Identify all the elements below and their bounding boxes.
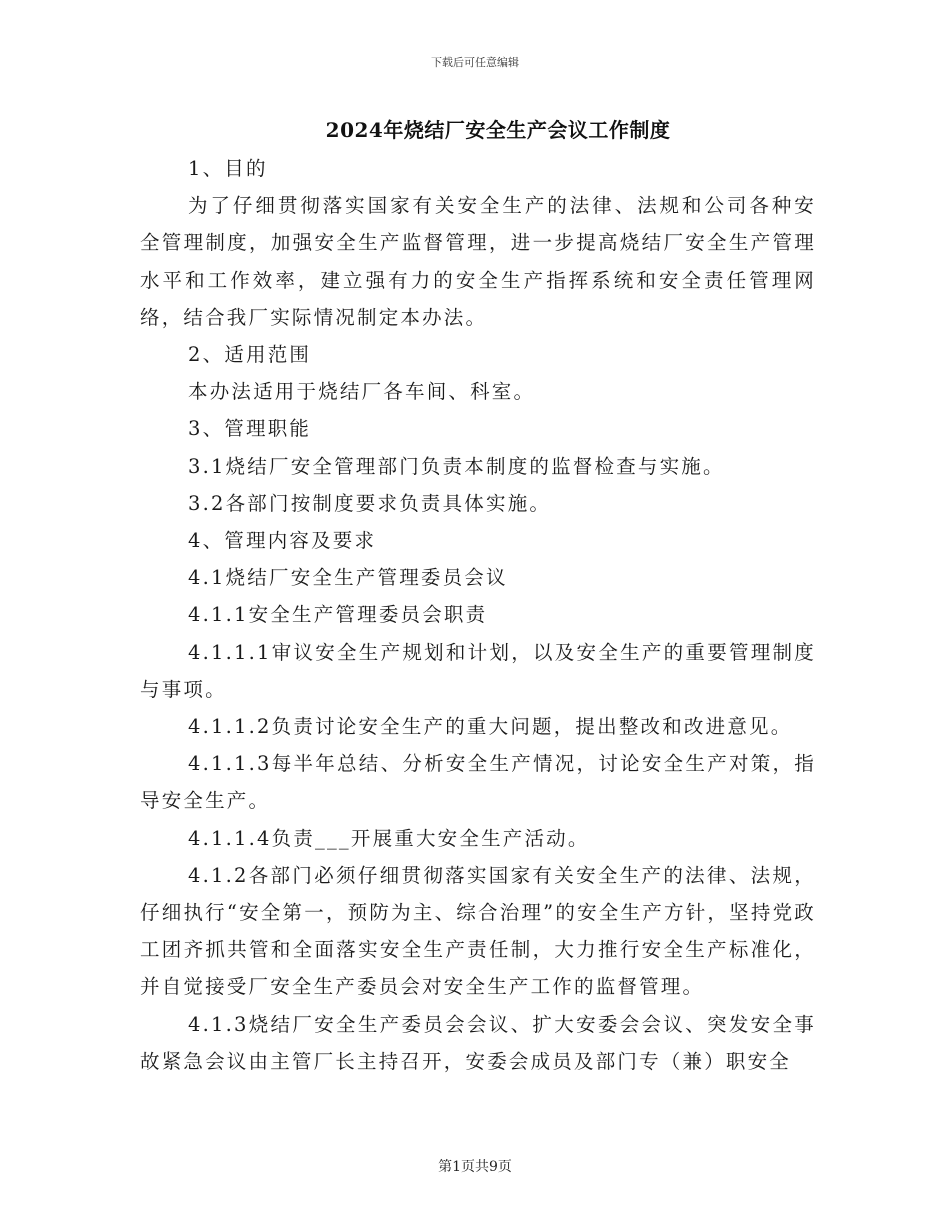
section-heading-scope: 2、适用范围: [188, 343, 312, 367]
paragraph-4-1-1-1: 4.1.1.1审议安全生产规划和计划，以及安全生产的重要管理制度与事项。: [140, 640, 816, 701]
document-body: [140, 150, 816, 1080]
header-note: 下载后可任意编辑: [431, 56, 519, 69]
section-heading-purpose: 1、目的: [188, 157, 268, 180]
page-number: 第1页共9页: [438, 1159, 512, 1175]
section-heading-content: 4、管理内容及要求: [188, 529, 377, 553]
paragraph-4-1: 4.1烧结厂安全生产管理委员会议: [188, 566, 508, 590]
paragraph-4-1-1: 4.1.1安全生产管理委员会职责: [188, 603, 488, 627]
document-title: 2024年烧结厂安全生产会议工作制度: [325, 118, 671, 142]
paragraph-purpose: 为了仔细贯彻落实国家有关安全生产的法律、法规和公司各种安全管理制度，加强安全生产监督管理，进一步提高烧结厂安全生产管理水平和工作效率，建立强有力的安全生产指挥系统和安全责任管理网络，结合我厂实际情况制定本办法。: [140, 194, 816, 329]
paragraph-4-1-3: 4.1.3烧结厂安全生产委员会会议、扩大安委会会议、突发安全事故紧急会议由主管厂长主持召开，安委会成员及部门专（兼）职安全: [140, 1012, 816, 1073]
paragraph-4-1-2: 4.1.2各部门必须仔细贯彻落实国家有关安全生产的法律、法规，仔细执行“安全第一，预防为主、综合治理”的安全生产方针，坚持党政工团齐抓共管和全面落实安全生产责任制，大力推行安全生产标准化，并自觉接受厂安全生产委员会对安全生产工作的监督管理。: [140, 863, 816, 999]
paragraph-3-2: 3.2各部门按制度要求负责具体实施。: [188, 491, 552, 515]
paragraph-3-1: 3.1烧结厂安全管理部门负责本制度的监督检查与实施。: [188, 454, 725, 478]
paragraph-4-1-1-2: 4.1.1.2负责讨论安全生产的重大问题，提出整改和改进意见。: [188, 715, 793, 739]
paragraph-4-1-1-4: 4.1.1.4负责___开展重大安全生产活动。: [188, 826, 590, 850]
section-heading-functions: 3、管理职能: [188, 417, 312, 441]
paragraph-4-1-1-3: 4.1.1.3每半年总结、分析安全生产情况，讨论安全生产对策，指导安全生产。: [140, 752, 816, 813]
paragraph-scope: 本办法适用于烧结厂各车间、科室。: [188, 380, 536, 404]
